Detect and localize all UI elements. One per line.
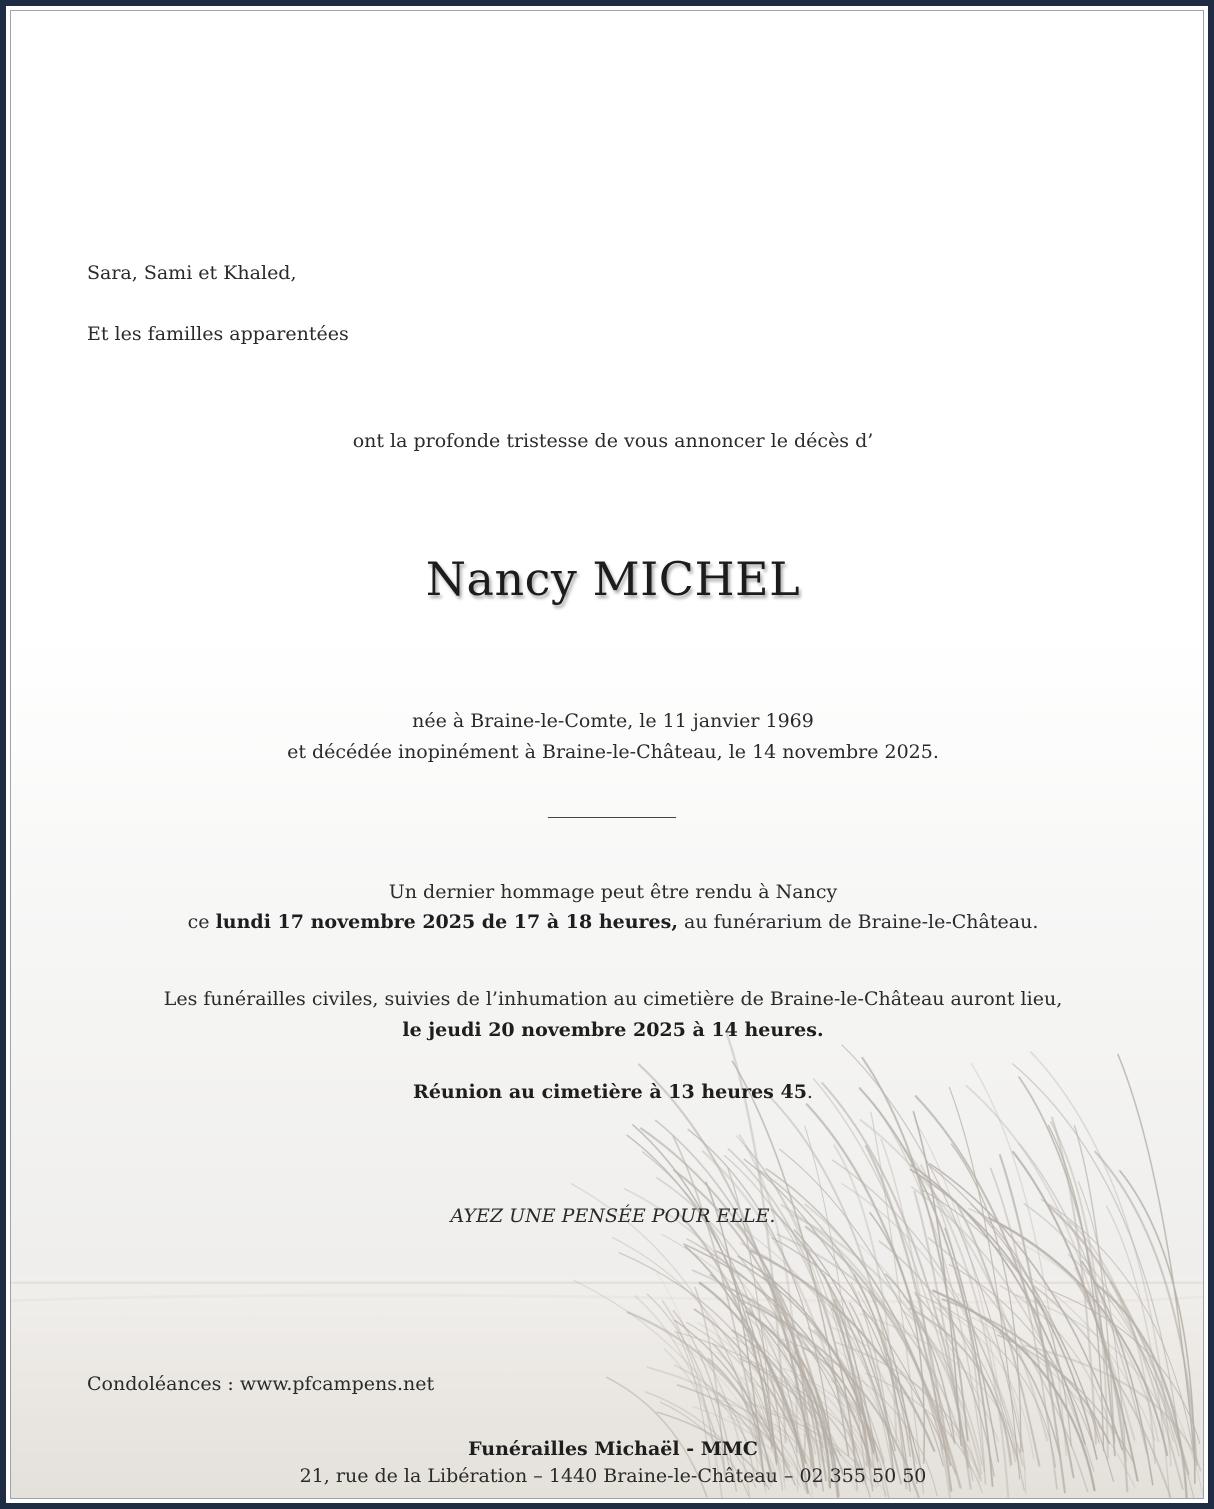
tribute-place: au funérarium de Braine-le-Château. [684,911,1039,933]
funeral-home-name: Funérailles Michaël - MMC [468,1438,758,1460]
meeting-end: . [806,1081,813,1103]
meeting-line [11,1077,1204,1107]
closing-line: AYEZ UNE PENSÉE POUR ELLE. [450,1205,776,1227]
birth-line: née à Braine-le-Comte, le 11 janvier 1969 [412,710,814,732]
announcement-text: ont la profonde tristesse de vous annoncer le décès d’ [352,430,874,452]
divider-rule [548,817,676,818]
funeral-datetime-line [11,1015,1204,1045]
funeral-home-address: 21, rue de la Libération – 1440 Braine-le-Château – 02 355 50 50 [299,1465,927,1487]
tribute-intro: Un dernier hommage peut être rendu à Nancy [388,881,838,903]
tribute-datetime: lundi 17 novembre 2025 de 17 à 18 heures, [215,911,678,933]
notice-page [10,10,1204,1499]
tribute-prefix: ce [187,911,210,933]
relatives-line: Et les familles apparentées [87,323,349,345]
death-line: et décédée inopinément à Braine-le-Château, le 14 novembre 2025. [287,741,939,763]
family-line: Sara, Sami et Khaled, [87,262,297,284]
meeting-time: Réunion au cimetière à 13 heures 45 [413,1081,807,1103]
funeral-home-name-line [11,1434,1204,1464]
condolences-line: Condoléances : www.pfcampens.net [87,1373,435,1395]
tribute-line [11,907,1204,937]
funeral-datetime: le jeudi 20 novembre 2025 à 14 heures. [402,1019,824,1041]
funeral-line: Les funérailles civiles, suivies de l’inhumation au cimetière de Braine-le-Château auront lieu, [163,988,1063,1010]
deceased-name: Nancy MICHEL [425,552,801,606]
